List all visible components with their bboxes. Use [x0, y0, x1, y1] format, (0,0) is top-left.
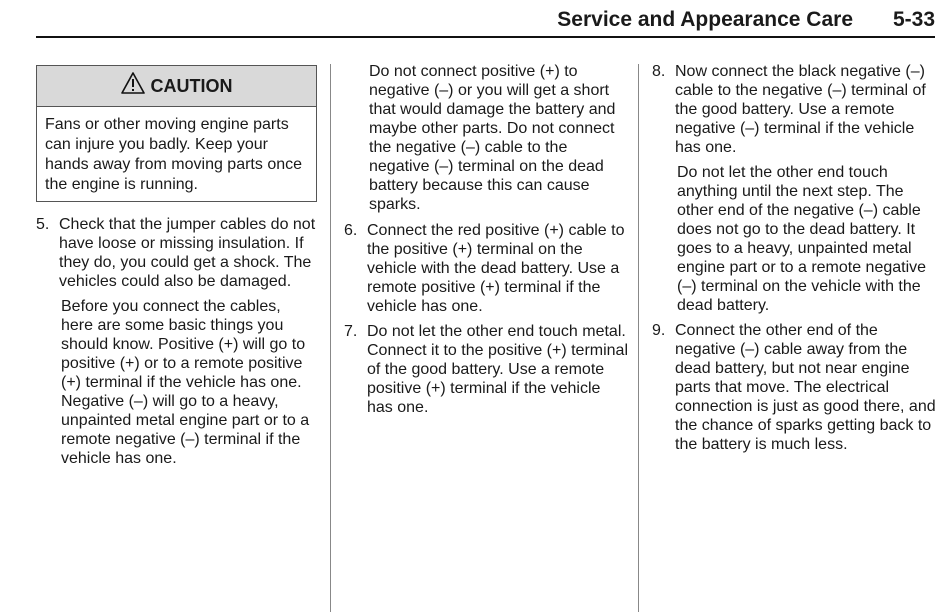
column-divider-left — [330, 64, 331, 612]
caution-text: Fans or other moving engine parts can injure you badly. Keep your hands away from moving parts once the engine is running. — [45, 116, 303, 193]
step-7 — [344, 322, 629, 417]
short-circuit-warning: Do not connect positive (+) to negative (–) or you will get a short that would damage the battery and maybe other parts. Do not connect the negative (–) cable to the negative (–) terminal on the dead battery because this can cause sparks. — [369, 63, 616, 213]
column-divider-right — [638, 64, 639, 612]
caution-box — [36, 65, 317, 202]
page-number: 5-33 — [892, 8, 935, 31]
step-text: Now connect the black negative (–) cable to the negative (–) terminal of the good battery. Use a remote negative (–) terminal if the vehicle has one. — [675, 63, 926, 156]
right-column — [652, 62, 937, 460]
page-header — [36, 4, 935, 38]
middle-column — [344, 62, 629, 423]
step-number: 8. — [652, 63, 666, 80]
step-number: 9. — [652, 322, 666, 339]
step-number: 6. — [344, 222, 358, 239]
step-9 — [652, 321, 937, 454]
step-text: Check that the jumper cables do not have loose or missing insulation. If they do, you could get a shock. The vehicles could also be damaged. — [59, 216, 316, 290]
step-text: Do not let the other end touch metal. Connect it to the positive (+) terminal of the good battery. Use a remote positive (+) terminal if the vehicle has one. — [367, 323, 629, 416]
step-number: 7. — [344, 323, 358, 340]
step-number: 5. — [36, 216, 50, 233]
step-5 — [36, 215, 316, 291]
cable-basics-note: Before you connect the cables, here are some basic things you should know. Positive (+) will go to positive (+) or to a remote positive (+) terminal if the vehicle has one. Negative (–) will go to a heavy, unpainted metal engine part or to a remote negative (–) terminal if the vehicle has one. — [61, 298, 310, 467]
negative-cable-note: Do not let the other end touch anything until the next step. The other end of the negative (–) cable does not go to the dead battery. It goes to a heavy, unpainted metal engine part or to a remote negative (–) terminal on the vehicle with the dead battery. — [677, 164, 927, 314]
left-column — [36, 215, 316, 474]
caution-label: CAUTION — [150, 75, 233, 96]
step-text: Connect the red positive (+) cable to the positive (+) terminal on the vehicle with the dead battery. Use a remote positive (+) terminal if the vehicle has one. — [367, 222, 625, 315]
step-text: Connect the other end of the negative (–) cable away from the dead battery, but not near engine parts that move. The electrical connection is just as good there, and the chance of sparks getting back to the battery is much less. — [675, 322, 936, 453]
caution-header — [37, 66, 316, 107]
step-8 — [652, 62, 937, 157]
step-6 — [344, 221, 629, 316]
section-title: Service and Appearance Care — [557, 8, 853, 31]
warning-triangle-icon — [121, 72, 145, 94]
